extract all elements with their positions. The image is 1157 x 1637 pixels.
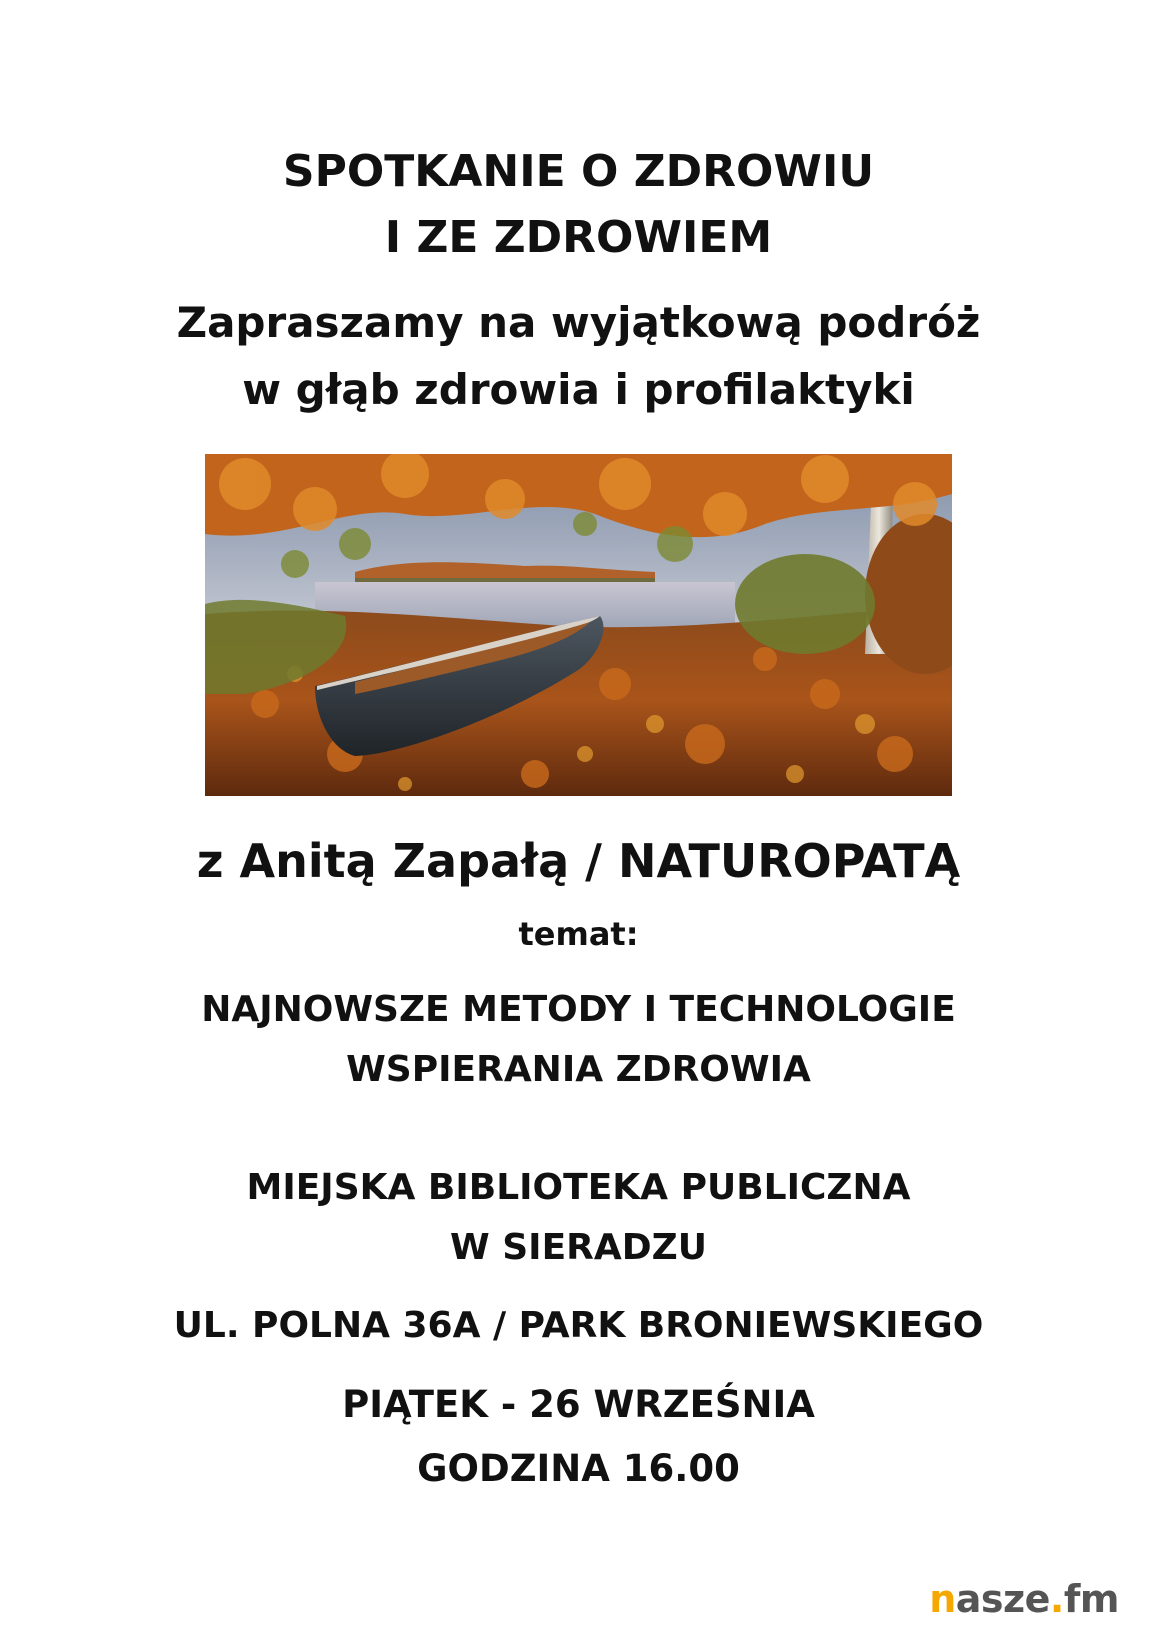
topic-line-2: WSPIERANIA ZDROWIA [346,1049,811,1090]
logo-n: n [929,1577,956,1621]
title-line-1: SPOTKANIE O ZDROWIU [282,146,875,197]
logo-fm: fm [1063,1577,1119,1621]
speaker: z Anitą Zapałą / NATUROPATĄ [196,834,961,888]
event-time: GODZINA 16.00 [417,1447,740,1490]
logo-dot: . [1049,1577,1064,1621]
logo-asze: asze [955,1577,1050,1621]
title-line-2: I ZE ZDROWIEM [384,212,773,263]
venue-line-1: MIEJSKA BIBLIOTEKA PUBLICZNA [246,1167,911,1208]
topic-line-1: NAJNOWSZE METODY I TECHNOLOGIE [201,989,956,1030]
venue-address: UL. POLNA 36A / PARK BRONIEWSKIEGO [173,1305,984,1346]
autumn-lake-boat-photo [205,454,952,796]
invitation-line-2: w głąb zdrowia i profilaktyki [242,365,915,414]
invitation-line-1: Zapraszamy na wyjątkową podróż [176,298,981,347]
venue-line-2: W SIERADZU [450,1227,707,1268]
event-date: PIĄTEK - 26 WRZEŚNIA [342,1383,815,1426]
nasze-fm-logo [929,1577,1119,1621]
topic-label: temat: [518,915,639,953]
